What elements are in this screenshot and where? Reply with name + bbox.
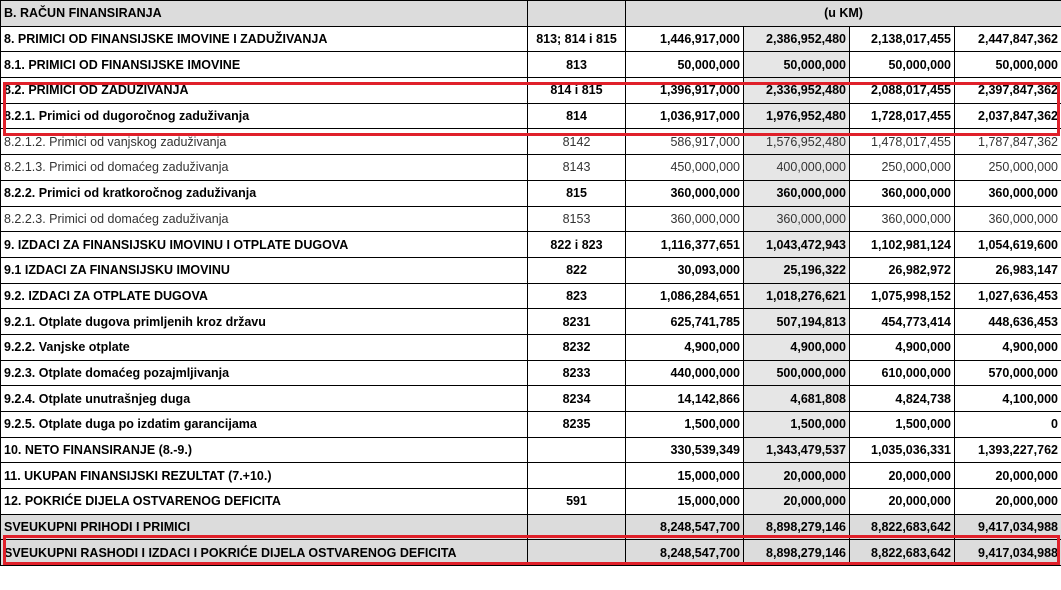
row-label: 12. POKRIĆE DIJELA OSTVARENOG DEFICITA [1, 489, 528, 515]
row-code: 8234 [528, 386, 626, 412]
row-value-4: 570,000,000 [955, 360, 1061, 386]
row-value-1: 1,086,284,651 [626, 283, 744, 309]
row-value-2: 1,576,952,480 [744, 129, 850, 155]
row-value-2: 1,976,952,480 [744, 103, 850, 129]
row-label: 8.2.1. Primici od dugoročnog zaduživanja [1, 103, 528, 129]
row-value-2: 1,043,472,943 [744, 232, 850, 258]
row-code: 8143 [528, 155, 626, 181]
row-value-1: 440,000,000 [626, 360, 744, 386]
row-value-4: 50,000,000 [955, 52, 1061, 78]
row-value-4: 2,037,847,362 [955, 103, 1061, 129]
row-value-2: 8,898,279,146 [744, 540, 850, 566]
row-value-4: 26,983,147 [955, 257, 1061, 283]
row-value-4: 360,000,000 [955, 180, 1061, 206]
row-code [528, 437, 626, 463]
row-value-3: 250,000,000 [850, 155, 955, 181]
row-code: 8142 [528, 129, 626, 155]
row-value-3: 50,000,000 [850, 52, 955, 78]
row-code [528, 540, 626, 566]
row-value-3: 8,822,683,642 [850, 540, 955, 566]
row-value-3: 20,000,000 [850, 463, 955, 489]
table-row [1, 360, 1061, 386]
row-value-4: 2,447,847,362 [955, 26, 1061, 52]
row-value-2: 360,000,000 [744, 206, 850, 232]
table-row [1, 26, 1061, 52]
row-value-1: 14,142,866 [626, 386, 744, 412]
table-row [1, 412, 1061, 438]
row-value-2: 20,000,000 [744, 489, 850, 515]
table-row [1, 52, 1061, 78]
row-label: 11. UKUPAN FINANSIJSKI REZULTAT (7.+10.) [1, 463, 528, 489]
table-row [1, 437, 1061, 463]
table-row [1, 540, 1061, 566]
row-label: 8.1. PRIMICI OD FINANSIJSKE IMOVINE [1, 52, 528, 78]
row-code: 814 [528, 103, 626, 129]
row-value-1: 4,900,000 [626, 334, 744, 360]
row-label: 9.2.3. Otplate domaćeg pozajmljivanja [1, 360, 528, 386]
row-code: 813; 814 i 815 [528, 26, 626, 52]
row-value-1: 1,446,917,000 [626, 26, 744, 52]
header-code-cell [528, 1, 626, 27]
row-value-3: 1,478,017,455 [850, 129, 955, 155]
row-label: 9. IZDACI ZA FINANSIJSKU IMOVINU I OTPLATE DUGOVA [1, 232, 528, 258]
row-value-3: 2,138,017,455 [850, 26, 955, 52]
row-value-4: 1,393,227,762 [955, 437, 1061, 463]
row-value-2: 20,000,000 [744, 463, 850, 489]
row-label: 9.2.1. Otplate dugova primljenih kroz državu [1, 309, 528, 335]
row-value-3: 8,822,683,642 [850, 514, 955, 540]
row-value-1: 1,396,917,000 [626, 78, 744, 104]
row-code: 8231 [528, 309, 626, 335]
row-value-3: 20,000,000 [850, 489, 955, 515]
row-value-3: 2,088,017,455 [850, 78, 955, 104]
row-value-2: 507,194,813 [744, 309, 850, 335]
row-value-2: 500,000,000 [744, 360, 850, 386]
row-value-2: 2,386,952,480 [744, 26, 850, 52]
row-label: 8.2.1.3. Primici od domaćeg zaduživanja [1, 155, 528, 181]
row-label: SVEUKUPNI RASHODI I IZDACI I POKRIĆE DIJELA OSTVARENOG DEFICITA [1, 540, 528, 566]
row-value-2: 400,000,000 [744, 155, 850, 181]
row-value-1: 450,000,000 [626, 155, 744, 181]
row-value-3: 26,982,972 [850, 257, 955, 283]
row-value-4: 9,417,034,988 [955, 514, 1061, 540]
row-value-3: 4,824,738 [850, 386, 955, 412]
row-code: 8153 [528, 206, 626, 232]
row-value-4: 20,000,000 [955, 489, 1061, 515]
table-row [1, 232, 1061, 258]
row-value-2: 4,900,000 [744, 334, 850, 360]
row-code: 8233 [528, 360, 626, 386]
row-value-4: 4,100,000 [955, 386, 1061, 412]
row-value-1: 1,036,917,000 [626, 103, 744, 129]
row-value-4: 1,787,847,362 [955, 129, 1061, 155]
table-header-row [1, 1, 1061, 27]
table-row [1, 155, 1061, 181]
row-label: SVEUKUPNI PRIHODI I PRIMICI [1, 514, 528, 540]
table-row [1, 103, 1061, 129]
row-value-2: 360,000,000 [744, 180, 850, 206]
row-code: 822 [528, 257, 626, 283]
row-label: 8.2.1.2. Primici od vanjskog zaduživanja [1, 129, 528, 155]
table-row [1, 283, 1061, 309]
row-value-2: 1,500,000 [744, 412, 850, 438]
row-label: 8.2.2. Primici od kratkoročnog zaduživanja [1, 180, 528, 206]
table-row [1, 129, 1061, 155]
row-value-1: 30,093,000 [626, 257, 744, 283]
row-code: 815 [528, 180, 626, 206]
table-row [1, 257, 1061, 283]
row-label: 10. NETO FINANSIRANJE (8.-9.) [1, 437, 528, 463]
row-value-4: 1,027,636,453 [955, 283, 1061, 309]
row-code [528, 514, 626, 540]
table-row [1, 463, 1061, 489]
row-value-3: 360,000,000 [850, 180, 955, 206]
row-label: 9.2.2. Vanjske otplate [1, 334, 528, 360]
row-code: 814 i 815 [528, 78, 626, 104]
row-value-3: 360,000,000 [850, 206, 955, 232]
row-value-1: 15,000,000 [626, 489, 744, 515]
section-title: B. RAČUN FINANSIRANJA [1, 1, 528, 27]
row-code: 8232 [528, 334, 626, 360]
row-value-3: 454,773,414 [850, 309, 955, 335]
row-value-1: 360,000,000 [626, 206, 744, 232]
row-label: 8.2.2.3. Primici od domaćeg zaduživanja [1, 206, 528, 232]
row-value-4: 9,417,034,988 [955, 540, 1061, 566]
row-label: 9.1 IZDACI ZA FINANSIJSKU IMOVINU [1, 257, 528, 283]
row-value-2: 25,196,322 [744, 257, 850, 283]
row-value-3: 1,728,017,455 [850, 103, 955, 129]
row-value-2: 1,018,276,621 [744, 283, 850, 309]
table-row [1, 489, 1061, 515]
row-value-3: 1,102,981,124 [850, 232, 955, 258]
unit-label: (u KM) [626, 1, 1061, 27]
row-code: 822 i 823 [528, 232, 626, 258]
row-value-2: 2,336,952,480 [744, 78, 850, 104]
row-value-1: 1,116,377,651 [626, 232, 744, 258]
row-label: 8.2. PRIMICI OD ZADUŽIVANJA [1, 78, 528, 104]
row-value-2: 1,343,479,537 [744, 437, 850, 463]
row-value-4: 20,000,000 [955, 463, 1061, 489]
row-label: 9.2.5. Otplate duga po izdatim garancijama [1, 412, 528, 438]
row-label: 9.2.4. Otplate unutrašnjeg duga [1, 386, 528, 412]
table-row [1, 514, 1061, 540]
row-value-4: 0 [955, 412, 1061, 438]
row-value-1: 8,248,547,700 [626, 540, 744, 566]
row-code: 591 [528, 489, 626, 515]
row-value-2: 50,000,000 [744, 52, 850, 78]
table-row [1, 334, 1061, 360]
row-value-2: 4,681,808 [744, 386, 850, 412]
table-row [1, 180, 1061, 206]
row-value-1: 330,539,349 [626, 437, 744, 463]
row-value-3: 1,500,000 [850, 412, 955, 438]
row-value-1: 50,000,000 [626, 52, 744, 78]
row-value-1: 625,741,785 [626, 309, 744, 335]
row-value-1: 15,000,000 [626, 463, 744, 489]
row-value-4: 4,900,000 [955, 334, 1061, 360]
row-label: 9.2. IZDACI ZA OTPLATE DUGOVA [1, 283, 528, 309]
row-code: 8235 [528, 412, 626, 438]
row-code: 813 [528, 52, 626, 78]
table-row [1, 309, 1061, 335]
row-value-4: 2,397,847,362 [955, 78, 1061, 104]
row-value-3: 1,035,036,331 [850, 437, 955, 463]
table-row [1, 78, 1061, 104]
row-value-2: 8,898,279,146 [744, 514, 850, 540]
row-value-1: 1,500,000 [626, 412, 744, 438]
row-code: 823 [528, 283, 626, 309]
table-row [1, 206, 1061, 232]
row-value-4: 448,636,453 [955, 309, 1061, 335]
row-value-3: 610,000,000 [850, 360, 955, 386]
row-value-4: 250,000,000 [955, 155, 1061, 181]
row-code [528, 463, 626, 489]
row-value-4: 1,054,619,600 [955, 232, 1061, 258]
row-value-1: 8,248,547,700 [626, 514, 744, 540]
row-value-3: 1,075,998,152 [850, 283, 955, 309]
row-value-4: 360,000,000 [955, 206, 1061, 232]
row-value-1: 360,000,000 [626, 180, 744, 206]
row-label: 8. PRIMICI OD FINANSIJSKE IMOVINE I ZADUŽIVANJA [1, 26, 528, 52]
row-value-1: 586,917,000 [626, 129, 744, 155]
table-row [1, 386, 1061, 412]
row-value-3: 4,900,000 [850, 334, 955, 360]
